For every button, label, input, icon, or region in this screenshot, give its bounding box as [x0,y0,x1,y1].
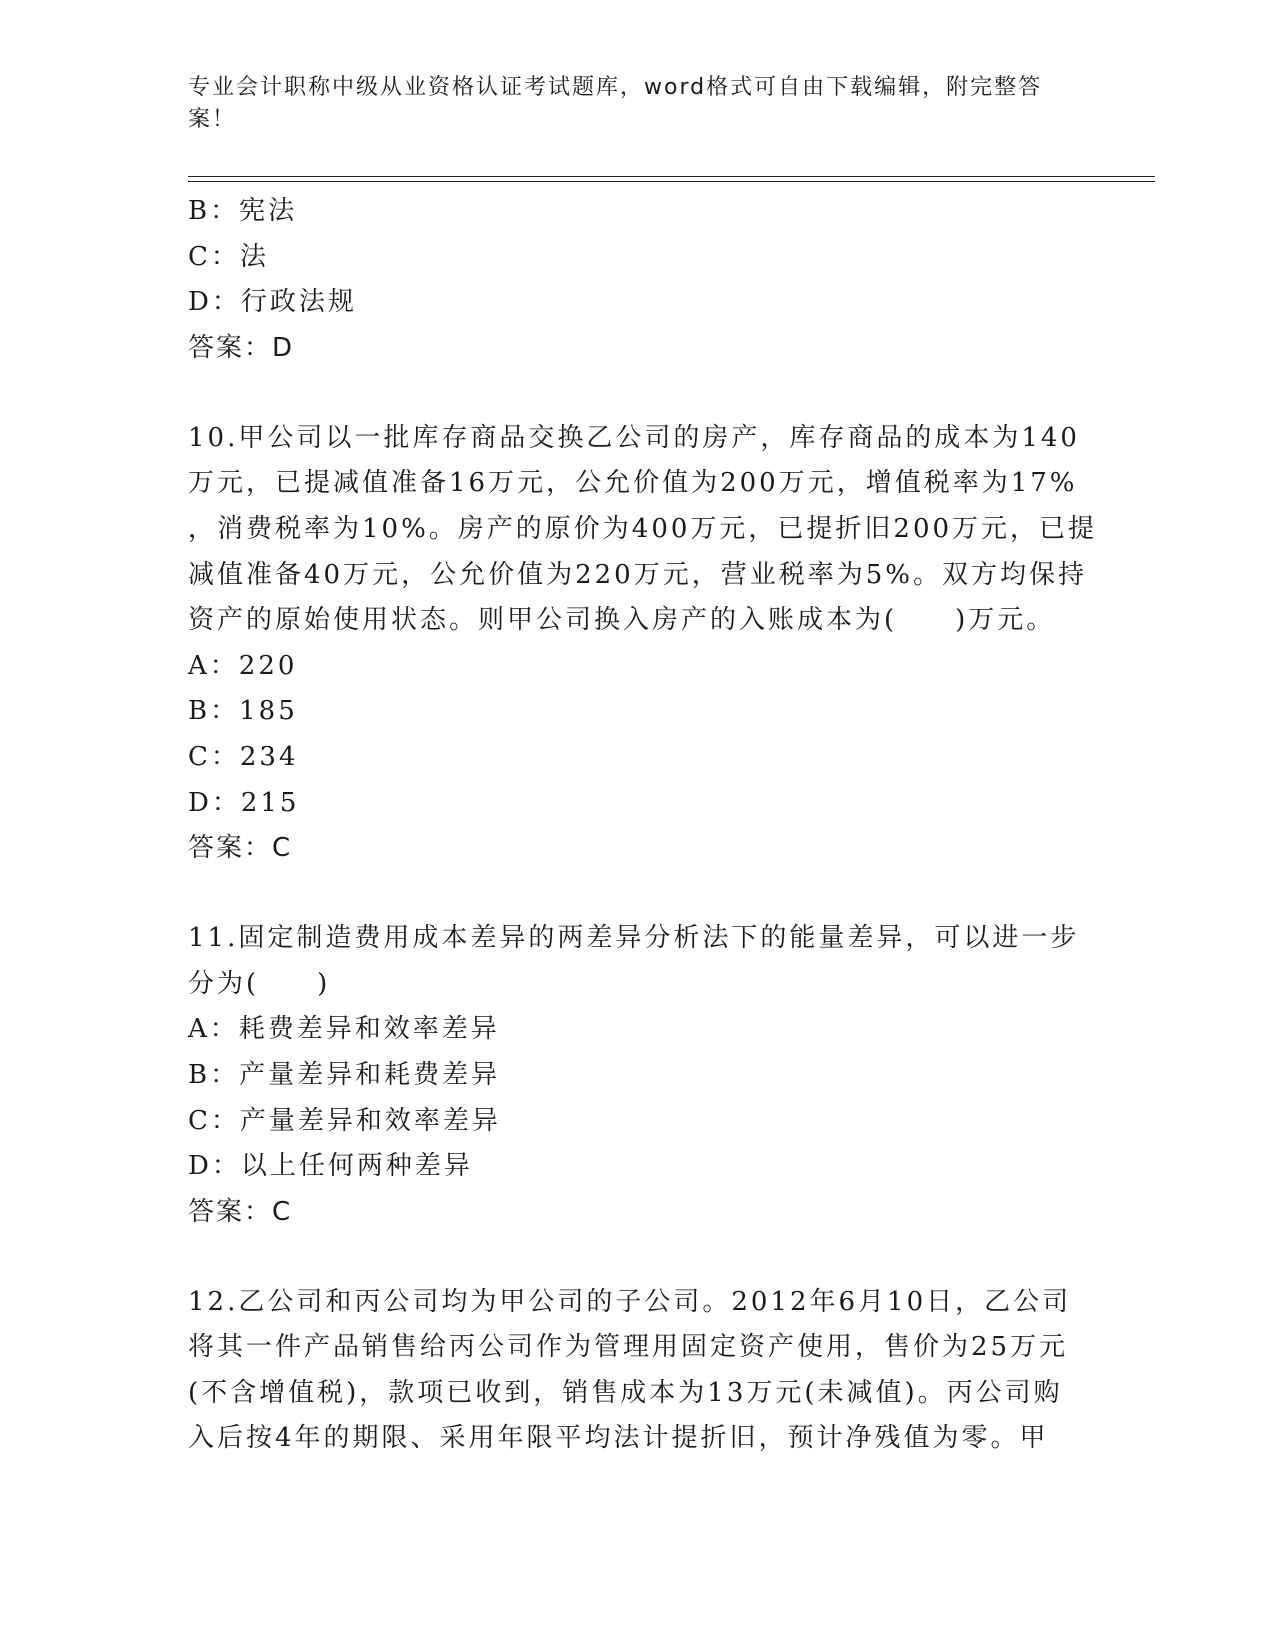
question-12 [188,1280,1088,1462]
question-stem-line: 入后按4年的期限、采用年限平均法计提折旧，预计净残值为零。甲 [188,1423,1049,1454]
option-a: A：耗费差异和效率差异 [188,1014,500,1045]
question-content [188,189,1098,1462]
spacer [188,371,1088,416]
prev-question [188,189,1088,371]
option-c: C：法 [188,241,269,272]
option-b: B：185 [188,696,298,727]
option-d: D：215 [188,787,300,818]
option-d: D：行政法规 [188,287,357,318]
answer-line: 答案：C [188,833,293,864]
question-10 [188,416,1098,871]
question-stem-line: 10.甲公司以一批库存商品交换乙公司的房产，库存商品的成本为140 [188,422,1080,453]
question-stem-line: 减值准备40万元，公允价值为220万元，营业税率为5%。双方均保持 [188,559,1087,590]
question-11 [188,916,1088,1235]
header-rule-top [188,176,1155,177]
option-b: B：产量差异和耗费差异 [188,1059,501,1090]
question-stem-line: 分为( ) [188,968,331,999]
header-line-1: 专业会计职称中级从业资格认证考试题库，word格式可自由下载编辑，附完整答 [188,75,1043,100]
option-c: C：234 [188,741,299,772]
question-stem-line: 将其一件产品销售给丙公司作为管理用固定资产使用，售价为25万元 [188,1332,1069,1363]
spacer [188,1235,1088,1280]
question-stem-line: 11.固定制造费用成本差异的两差异分析法下的能量差异，可以进一步 [188,923,1080,954]
page-header [188,72,1068,136]
option-d: D：以上任何两种差异 [188,1151,473,1182]
answer-line: 答案：D [188,332,295,363]
option-a: A：220 [188,650,298,681]
option-b: B：宪法 [188,196,298,226]
header-line-2: 案！ [188,107,237,132]
option-c: C：产量差异和效率差异 [188,1105,501,1136]
answer-line: 答案：C [188,1196,293,1227]
question-stem-line: ，消费税率为10%。房产的原价为400万元，已提折旧200万元，已提 [188,513,1098,544]
question-stem-line: 12.乙公司和丙公司均为甲公司的子公司。2012年6月10日，乙公司 [188,1286,1072,1317]
spacer [188,871,1088,916]
header-rule-bottom [188,181,1155,182]
question-stem-line: 资产的原始使用状态。则甲公司换入房产的入账成本为( )万元。 [188,605,1056,636]
question-stem-line: 万元，已提减值准备16万元，公允价值为200万元，增值税率为17% [188,468,1078,499]
question-stem-line: (不含增值税)，款项已收到，销售成本为13万元(未减值)。丙公司购 [188,1377,1063,1408]
